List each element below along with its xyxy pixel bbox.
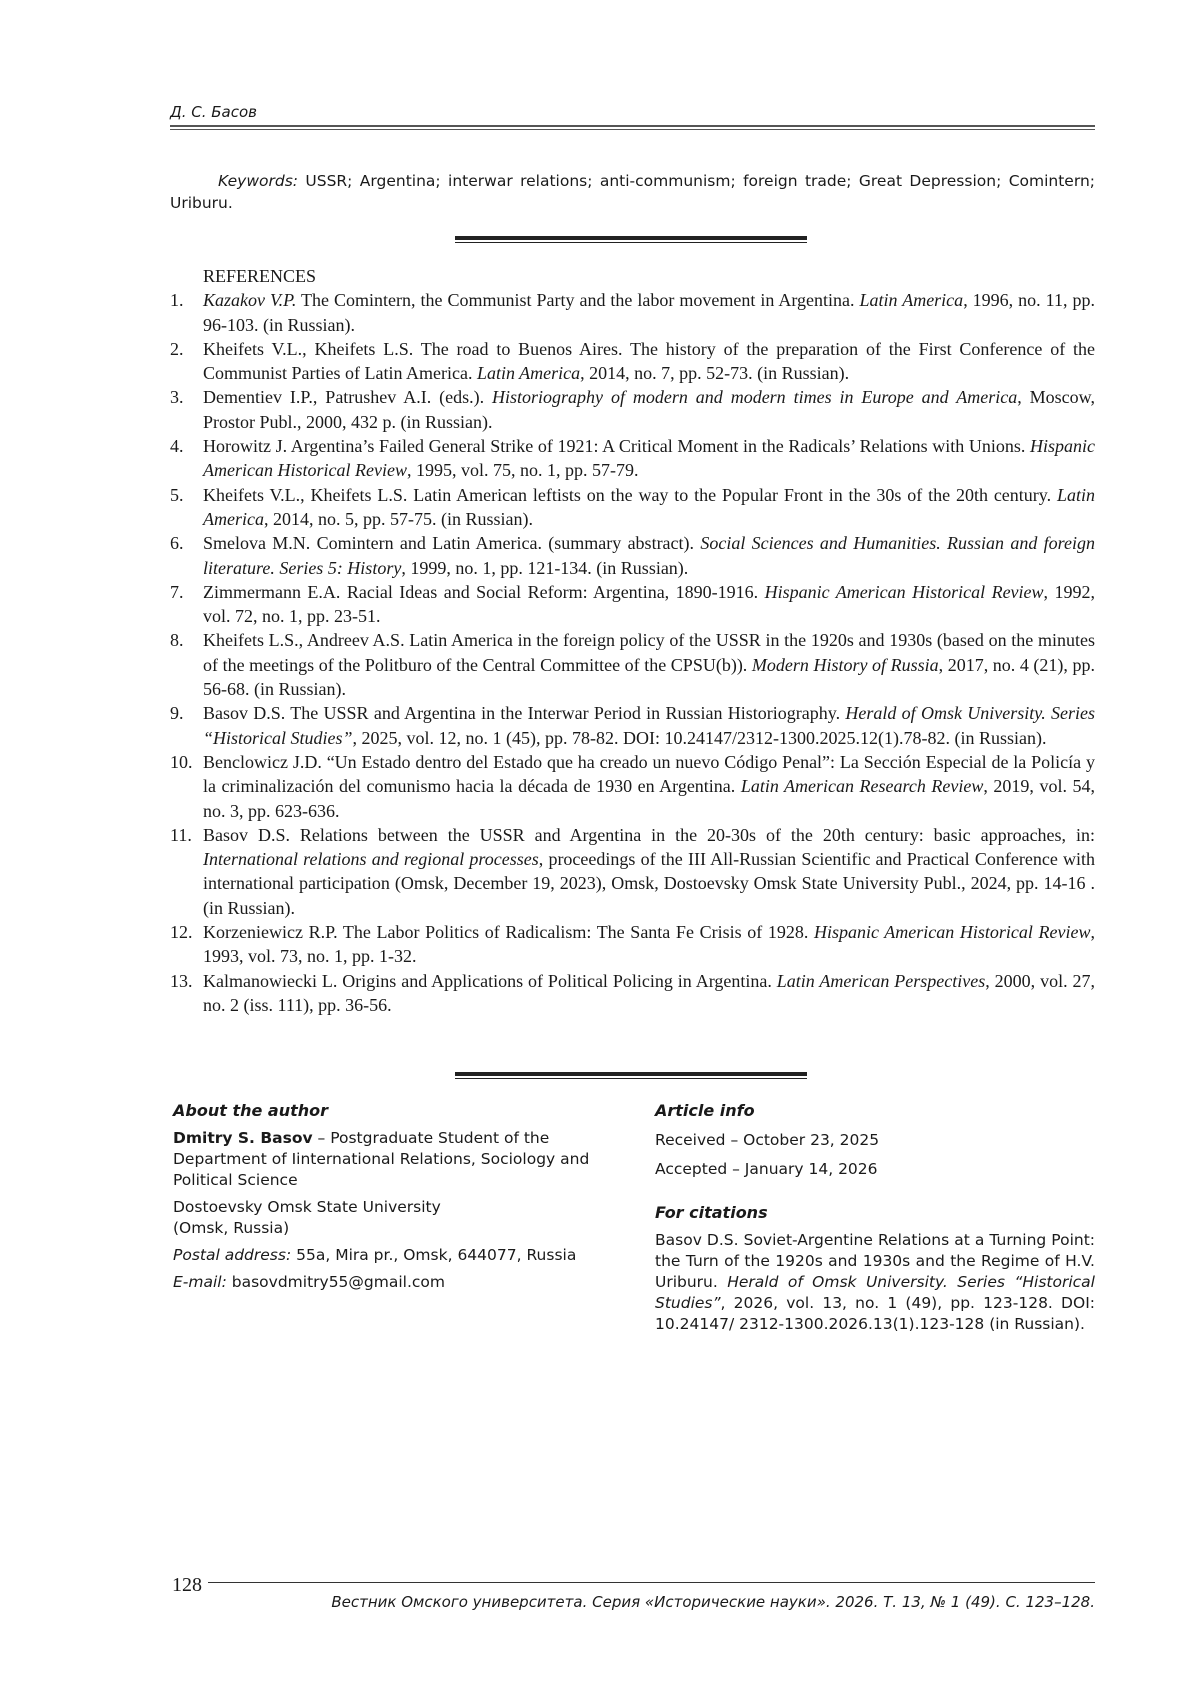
section-divider — [455, 236, 807, 243]
reference-number: 7. — [170, 581, 184, 602]
references-list — [170, 288, 1095, 1017]
author-name: Dmitry S. Basov — [173, 1129, 313, 1147]
article-info — [655, 1100, 1095, 1341]
reference-number: 3. — [170, 387, 184, 408]
citation-after: , 2026, vol. 13, no. 1 (49), pp. 123-128. DOI: 10.24147/ 2312-1300.2026.13(1).123-128 (in Russian). — [655, 1294, 1095, 1333]
reference-item — [170, 823, 1095, 920]
reference-text — [203, 969, 1095, 1018]
reference-segment: Basov D.S. Relations between the USSR and Argentina in the 20-30s of the 20th century: basic approaches, in: — [203, 824, 1095, 845]
reference-segment: Horowitz J. Argentina’s Failed General Strike of 1921: A Critical Moment in the Radicals’ Relations with Unions. — [203, 436, 1030, 457]
references-section — [170, 264, 1095, 1017]
author-city: (Omsk, Russia) — [173, 1219, 290, 1237]
citations-title: For citations — [655, 1203, 768, 1222]
reference-segment: , 1993, vol. 73, no. 1, pp. 1-32. — [203, 922, 1095, 967]
reference-segment: , 1995, vol. 75, no. 1, pp. 57-79. — [406, 460, 639, 481]
reference-number: 11. — [170, 824, 192, 845]
citation-text — [655, 1230, 1095, 1335]
reference-segment: , 2014, no. 5, pp. 57-75. (in Russian). — [263, 508, 533, 529]
article-info-title: Article info — [655, 1101, 755, 1120]
author-bio — [173, 1128, 613, 1191]
reference-segment: Kalmanowiecki L. Origins and Applications of Political Policing in Argentina. — [203, 970, 777, 991]
reference-segment: Kheifets V.L., Kheifets L.S. Latin American leftists on the way to the Popular Front in the 30s of the 20th century. — [203, 484, 1057, 505]
reference-text — [203, 920, 1095, 969]
reference-number: 6. — [170, 533, 184, 554]
reference-number: 9. — [170, 703, 184, 724]
section-divider-bottom — [455, 1072, 807, 1079]
reference-segment: Dementiev I.P., Patrushev A.I. (eds.). — [203, 387, 493, 408]
reference-number: 12. — [170, 922, 193, 943]
reference-segment: Kheifets L.S., Andreev A.S. Latin America in the foreign policy of the USSR in the 1920s and 1930s (based on the minutes of the meetings of the Politburo of the Central Committee of the CPSU(b)). — [203, 630, 1095, 675]
keywords-text: USSR; Argentina; interwar relations; anti-communism; foreign trade; Great Depression; Comintern; Uriburu. — [170, 172, 1095, 212]
reference-item — [170, 288, 1095, 337]
reference-text — [203, 531, 1095, 580]
reference-segment: Basov D.S. The USSR and Argentina in the Interwar Period in Russian Historiography. — [203, 703, 846, 724]
reference-text — [203, 434, 1095, 483]
reference-text — [203, 288, 1095, 337]
reference-segment: , Moscow, Prostor Publ., 2000, 432 p. (in Russian). — [203, 387, 1095, 432]
reference-source: Latin America — [476, 363, 581, 384]
reference-segment: , 2014, no. 7, pp. 52-73. (in Russian). — [580, 363, 850, 384]
reference-item — [170, 483, 1095, 532]
page-number: 128 — [172, 1574, 202, 1596]
about-author — [173, 1100, 613, 1299]
reference-item — [170, 750, 1095, 823]
reference-source: Latin America — [859, 290, 964, 311]
reference-item — [170, 969, 1095, 1018]
header-rule-thin — [170, 129, 1095, 130]
postal-label: Postal address: — [173, 1246, 292, 1264]
author-position: – Postgraduate Student of the Department of Iinternational Relations, Sociology and Political Science — [173, 1129, 590, 1189]
reference-number: 5. — [170, 484, 184, 505]
reference-item — [170, 628, 1095, 701]
author-affiliation — [173, 1197, 613, 1239]
reference-segment: Zimmermann E.A. Racial Ideas and Social Reform: Argentina, 1890-1916. — [203, 581, 765, 602]
reference-text — [203, 580, 1095, 629]
reference-segment: , 2000, vol. 27, no. 2 (iss. 111), pp. 36-56. — [203, 970, 1095, 1015]
reference-item — [170, 580, 1095, 629]
author-email — [173, 1272, 613, 1293]
keywords — [170, 170, 1095, 214]
keywords-label: Keywords: — [218, 172, 298, 190]
reference-source: Hispanic American Historical Review — [813, 922, 1091, 943]
reference-segment: , 1999, no. 1, pp. 121-134. (in Russian). — [401, 557, 689, 578]
reference-text — [203, 337, 1095, 386]
journal-footer: Вестник Омского университета. Серия «Исторические науки». 2026. Т. 13, № 1 (49). С. 123–128. — [331, 1593, 1095, 1611]
reference-source: Modern History of Russia — [751, 654, 939, 675]
email-value: basovdmitry55@gmail.com — [226, 1273, 445, 1291]
reference-item — [170, 531, 1095, 580]
reference-source: Latin American Research Review — [740, 776, 984, 797]
reference-text — [203, 823, 1095, 920]
reference-number: 8. — [170, 630, 184, 651]
reference-segment: Kheifets V.L., Kheifets L.S. The road to Buenos Aires. The history of the preparation of the First Conference of the Communist Parties of Latin America. — [203, 338, 1095, 384]
reference-segment: , 2017, no. 4 (21), pp. 56-68. (in Russian). — [203, 654, 1095, 700]
references-heading: REFERENCES — [203, 266, 317, 286]
reference-segment: The Comintern, the Communist Party and the labor movement in Argentina. — [296, 290, 860, 311]
reference-number: 4. — [170, 436, 184, 457]
reference-segment: Korzeniewicz R.P. The Labor Politics of Radicalism: The Santa Fe Crisis of 1928. — [203, 922, 814, 943]
reference-segment: , 2019, vol. 54, no. 3, pp. 623-636. — [203, 776, 1095, 821]
reference-segment: , 1992, vol. 72, no. 1, pp. 23-51. — [203, 581, 1095, 627]
citation-before: Basov D.S. Soviet-Argentine Relations at a Turning Point: the Turn of the 1920s and 1930s and the Regime of H.V. Uriburu. — [655, 1231, 1095, 1291]
accepted-date: Accepted – January 14, 2026 — [655, 1160, 878, 1178]
author-university: Dostoevsky Omsk State University — [173, 1198, 441, 1216]
reference-segment: Smelova M.N. Comintern and Latin America. (summary abstract). — [203, 533, 701, 554]
reference-source: Latin American Perspectives — [776, 970, 986, 991]
reference-item — [170, 434, 1095, 483]
received-date: Received – October 23, 2025 — [655, 1131, 880, 1149]
reference-source: Social Sciences and Humanities. Russian and foreign literature. Series 5: History — [203, 533, 1095, 578]
reference-item — [170, 385, 1095, 434]
email-label: E-mail: — [173, 1273, 227, 1291]
reference-text — [203, 628, 1095, 701]
header-rule — [170, 125, 1095, 127]
reference-item — [170, 920, 1095, 969]
reference-source: Herald of Omsk University. Series “Historical Studies” — [203, 703, 1095, 748]
reference-item — [170, 337, 1095, 386]
reference-segment: Benclowicz J.D. “Un Estado dentro del Estado que ha creado un nuevo Código Penal”: La Sección Especial de la Policía y la criminalización del comunismo hacia la década de 1930 en Argentina. — [203, 751, 1095, 797]
reference-segment: , proceedings of the III All-Russian Scientific and Practical Conference with international participation (Omsk, December 19, 2023), Omsk, Dostoevsky Omsk State University Publ., 2024, pp. 14-16 . (in Russian). — [203, 849, 1095, 918]
citation-journal: Herald of Omsk University. Series “Historical Studies” — [655, 1273, 1095, 1312]
reference-text — [203, 750, 1095, 823]
running-head: Д. С. Басов — [170, 103, 258, 121]
footer-rule — [208, 1582, 1095, 1583]
reference-text — [203, 701, 1095, 750]
reference-source: Hispanic American Historical Review — [203, 436, 1095, 481]
about-author-title: About the author — [173, 1101, 329, 1120]
reference-source: International relations and regional processes — [203, 849, 539, 870]
reference-text — [203, 385, 1095, 434]
author-postal — [173, 1245, 613, 1266]
reference-source: Hispanic American Historical Review — [764, 581, 1044, 602]
reference-number: 13. — [170, 970, 193, 991]
reference-text — [203, 483, 1095, 532]
reference-segment: , 1996, no. 11, pp. 96-103. (in Russian). — [203, 290, 1095, 335]
reference-segment: , 2025, vol. 12, no. 1 (45), pp. 78-82. DOI: 10.24147/2312-1300.2025.12(1).78-82. (in Russian). — [352, 727, 1047, 748]
postal-value: 55a, Mira pr., Omsk, 644077, Russia — [291, 1246, 577, 1264]
reference-number: 10. — [170, 751, 193, 772]
reference-item — [170, 701, 1095, 750]
reference-source: Kazakov V.P. — [203, 290, 297, 311]
reference-source: Historiography of modern and modern times in Europe and America — [492, 387, 1018, 408]
reference-number: 2. — [170, 338, 184, 359]
reference-number: 1. — [170, 290, 184, 311]
reference-source: Latin America — [203, 484, 1095, 529]
